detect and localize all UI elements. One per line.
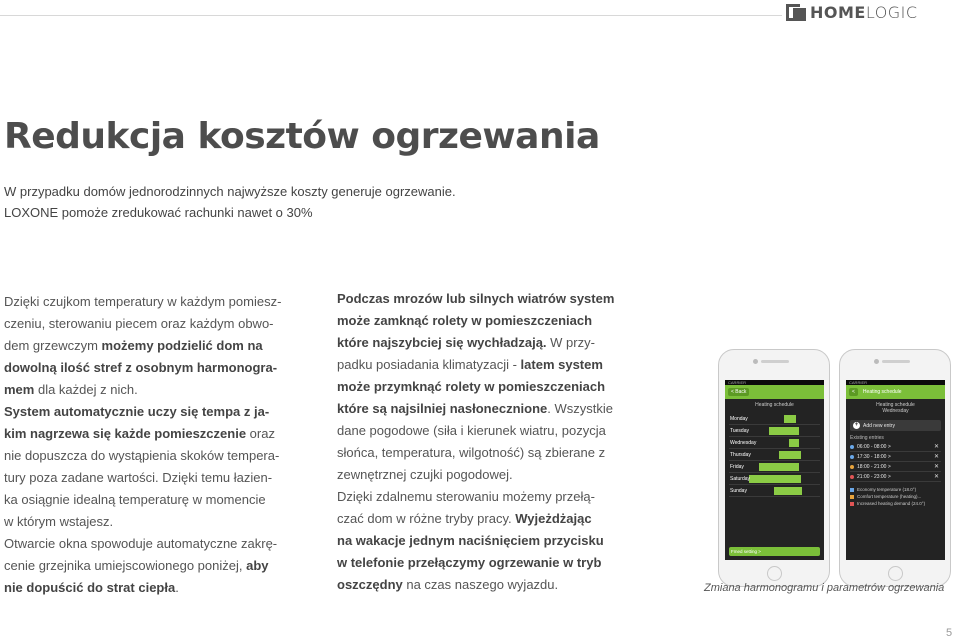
bold-text: które najszybciej się wychładzają. <box>337 335 547 350</box>
legend-swatch <box>850 502 854 506</box>
legend-text: Increased heating demand (24.0°) <box>857 501 926 506</box>
text: w którym wstajesz. <box>4 514 114 529</box>
day-label: Friday <box>730 464 744 470</box>
speaker-icon <box>761 360 789 363</box>
paragraph-line <box>337 530 627 552</box>
text: . Wszystkie <box>547 401 613 416</box>
bold-text: możemy podzielić dom na <box>101 338 263 353</box>
schedule-row[interactable] <box>729 425 820 437</box>
setting-button[interactable]: Fmed setting > <box>729 547 820 556</box>
paragraph-line <box>4 577 290 599</box>
schedule-entry[interactable] <box>850 472 941 482</box>
bold-text: na wakacje jednym naciśnięciem przycisku <box>337 533 604 548</box>
schedule-bar <box>759 463 799 471</box>
paragraph-line <box>337 376 627 398</box>
schedule-bar <box>789 439 799 447</box>
middle-column-text <box>337 288 627 596</box>
nav-bar <box>725 385 824 399</box>
phone-screen <box>725 380 824 560</box>
status-dot-icon <box>850 465 854 469</box>
status-dot-icon <box>850 445 854 449</box>
legend <box>850 486 941 507</box>
schedule-entry[interactable] <box>850 452 941 462</box>
day-label: Saturday <box>730 476 751 482</box>
logo-text: HOMELOGIC <box>810 2 918 22</box>
phone-schedule-day <box>839 349 951 587</box>
text: nie dopuszcza do wystąpienia skoków tempera- <box>4 448 280 463</box>
add-entry-label: Add new entry <box>863 422 895 429</box>
text: padku posiadania klimatyzacji - <box>337 357 521 372</box>
schedule-bar <box>779 451 801 459</box>
bold-text: mem <box>4 382 35 397</box>
entry-time: 06:00 - 08:00 > <box>857 443 891 450</box>
paragraph-line <box>4 467 290 489</box>
text: Otwarcie okna spowoduje automatyczne zakrę- <box>4 536 278 551</box>
paragraph-line <box>4 357 290 379</box>
paragraph-line <box>337 486 627 508</box>
paragraph-line <box>4 291 290 313</box>
text: na czas naszego wyjazdu. <box>402 577 559 592</box>
paragraph-line <box>337 442 627 464</box>
paragraph-line <box>337 552 627 574</box>
add-entry-button[interactable] <box>850 420 941 431</box>
weekly-schedule-grid <box>729 413 820 497</box>
delete-icon[interactable]: ✕ <box>933 454 939 460</box>
schedule-row[interactable] <box>729 413 820 425</box>
logo-mark-icon <box>786 4 806 21</box>
screen-subtitle: Heating schedule <box>755 402 794 408</box>
schedule-entry[interactable] <box>850 442 941 452</box>
screen-subtitle <box>846 399 945 417</box>
back-button[interactable]: < Back <box>728 388 749 396</box>
lead-paragraph <box>4 181 456 223</box>
phone-schedule-week <box>718 349 830 587</box>
page-title: Redukcja kosztów ogrzewania <box>4 116 600 157</box>
entry-time: 21:00 - 23:00 > <box>857 473 891 480</box>
text: cenie grzejnika umiejscowionego poniżej, <box>4 558 247 573</box>
paragraph-line <box>4 533 290 555</box>
entries-list <box>846 442 945 482</box>
paragraph-line <box>337 288 627 310</box>
schedule-row[interactable] <box>729 473 820 485</box>
schedule-bar <box>774 487 802 495</box>
phone-screen <box>846 380 945 560</box>
left-column-text <box>4 291 290 599</box>
text: Dzięki zdalnemu sterowaniu możemy przełą- <box>337 489 595 504</box>
header-rule <box>0 15 782 16</box>
status-bar: CARRIER <box>846 380 945 385</box>
paragraph-line <box>337 398 627 420</box>
bold-text: latem system <box>520 357 603 372</box>
legend-item <box>850 500 941 507</box>
schedule-row[interactable] <box>729 485 820 497</box>
text: dla każdej z nich. <box>34 382 138 397</box>
paragraph-line <box>337 310 627 332</box>
legend-swatch <box>850 488 854 492</box>
bold-text: aby <box>246 558 269 573</box>
paragraph-line <box>337 354 627 376</box>
paragraph-line <box>4 313 290 335</box>
text: słońca, temperatura, wilgotność) są zbierane z <box>337 445 606 460</box>
paragraph-line <box>4 489 290 511</box>
lead-line-2: LOXONE pomoże zredukować rachunki nawet o 30% <box>4 205 313 220</box>
entry-time: 17:30 - 18:00 > <box>857 453 891 460</box>
text: W przy- <box>546 335 595 350</box>
status-dot-icon <box>850 455 854 459</box>
schedule-row[interactable] <box>729 437 820 449</box>
bold-text: w telefonie przełączymy ogrzewanie w tryb <box>337 555 602 570</box>
plus-icon: + <box>854 422 859 428</box>
bold-text: może przymknąć rolety w pomieszczeniach <box>337 379 606 394</box>
bold-text: dowolną ilość stref z osobnym harmonogra- <box>4 360 278 375</box>
speaker-icon <box>882 360 910 363</box>
section-header: Existing entries <box>850 435 884 441</box>
text: dem grzewczym <box>4 338 102 353</box>
text: czać dom w różne tryby pracy. <box>337 511 516 526</box>
bold-text: kim nagrzewa się każde pomieszczenie <box>4 426 247 441</box>
legend-item <box>850 493 941 500</box>
text: oraz <box>246 426 275 441</box>
paragraph-line <box>4 511 290 533</box>
paragraph-line <box>4 445 290 467</box>
text: . <box>175 580 179 595</box>
homelogic-logo <box>786 1 918 23</box>
paragraph-line <box>337 420 627 442</box>
home-button <box>767 566 782 581</box>
legend-swatch <box>850 495 854 499</box>
paragraph-line <box>337 508 627 530</box>
text: Dzięki czujkom temperatury w każdym pomiesz- <box>4 294 282 309</box>
legend-text: Economy temperature (18.0°) <box>857 487 917 492</box>
schedule-row[interactable] <box>729 449 820 461</box>
subtitle-text: Heating schedule <box>876 402 915 408</box>
schedule-row[interactable] <box>729 461 820 473</box>
bold-text: nie dopuścić do strat ciepła <box>4 580 176 595</box>
paragraph-line <box>4 423 290 445</box>
paragraph-line <box>4 555 290 577</box>
nav-title: Heating schedule <box>862 389 902 395</box>
paragraph-line <box>337 464 627 486</box>
day-label: Sunday <box>730 488 747 494</box>
day-label: Wednesday <box>730 440 757 446</box>
bold-text: oszczędny <box>337 577 403 592</box>
schedule-bar <box>784 415 796 423</box>
paragraph-line <box>337 332 627 354</box>
bold-text: Wyjeżdżając <box>515 511 592 526</box>
text: ka osiągnie idealną temperaturę w momencie <box>4 492 266 507</box>
camera-icon <box>753 359 758 364</box>
schedule-bar <box>749 475 801 483</box>
bold-text: System automatycznie uczy się tempa z ja- <box>4 404 270 419</box>
day-label: Monday <box>730 416 748 422</box>
home-button <box>888 566 903 581</box>
paragraph-line <box>337 574 627 596</box>
figure-caption: Zmiana harmonogramu i parametrów ogrzewania <box>704 582 945 594</box>
text: czeniu, sterowaniu piecem oraz każdym obwo- <box>4 316 274 331</box>
bold-text: Podczas mrozów lub silnych wiatrów system <box>337 291 615 306</box>
legend-text: Comfort temperature (heating)... <box>857 494 922 499</box>
status-bar: CARRIER <box>725 380 824 385</box>
paragraph-line <box>4 335 290 357</box>
entry-time: 18:00 - 21:00 > <box>857 463 891 470</box>
day-label: Tuesday <box>730 428 749 434</box>
status-dot-icon <box>850 475 854 479</box>
delete-icon[interactable]: ✕ <box>933 464 939 470</box>
camera-icon <box>874 359 879 364</box>
schedule-entry[interactable] <box>850 462 941 472</box>
day-label: Wednesday <box>882 408 909 414</box>
nav-bar <box>846 385 945 399</box>
text: dane pogodowe (siła i kierunek wiatru, pozycja <box>337 423 606 438</box>
text: zewnętrznej czujki pogodowej. <box>337 467 513 482</box>
paragraph-line <box>4 379 290 401</box>
legend-item <box>850 486 941 493</box>
bold-text: które są najsilniej nasłonecznione <box>337 401 548 416</box>
text: tury poza zadane wartości. Dzięki temu łazien- <box>4 470 273 485</box>
page-number: 5 <box>946 627 953 639</box>
paragraph-line <box>4 401 290 423</box>
lead-line-1: W przypadku domów jednorodzinnych najwyższe koszty generuje ogrzewanie. <box>4 184 456 199</box>
delete-icon[interactable]: ✕ <box>933 444 939 450</box>
delete-icon[interactable]: ✕ <box>933 474 939 480</box>
bold-text: może zamknąć rolety w pomieszczeniach <box>337 313 593 328</box>
schedule-bar <box>769 427 799 435</box>
day-label: Thursday <box>730 452 751 458</box>
back-button[interactable]: < <box>849 388 858 396</box>
